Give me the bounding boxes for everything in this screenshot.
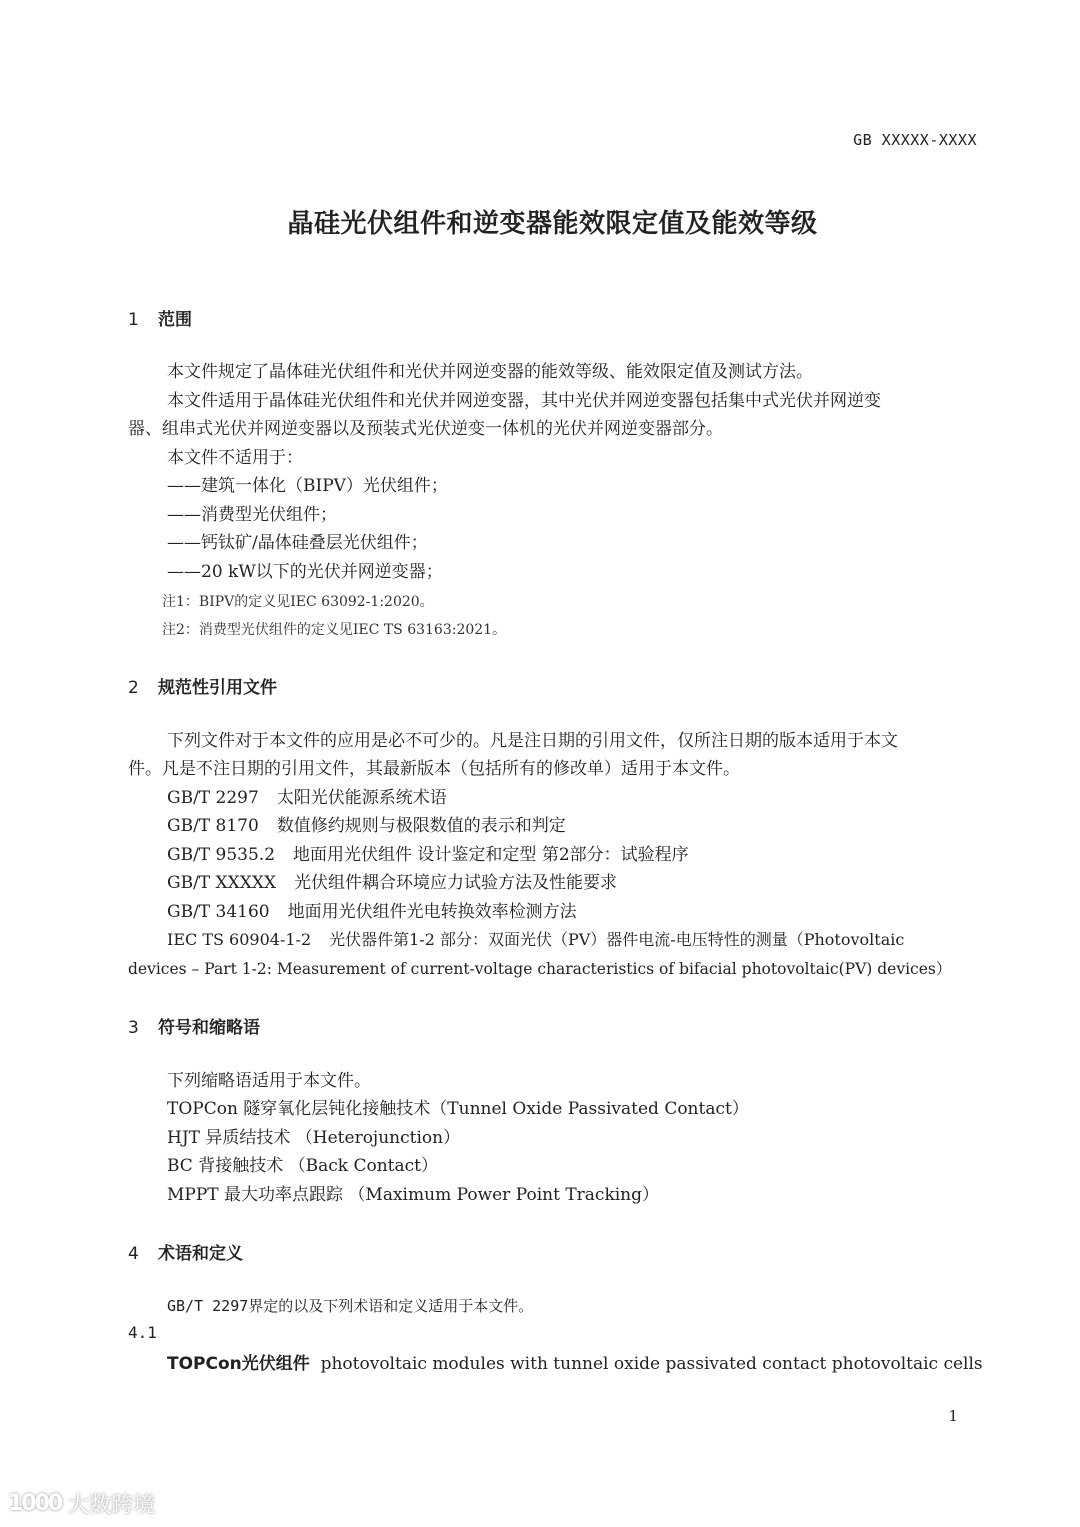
note: 注2：消费型光伏组件的定义见IEC TS 63163:2021。 <box>162 622 507 638</box>
reference-title: 光伏组件耦合环境应力试验方法及性能要求 <box>294 873 618 893</box>
exclusion-item: ——20 kW以下的光伏并网逆变器； <box>167 562 443 582</box>
section-1-heading <box>128 305 192 330</box>
watermark-text: 大数跨境 <box>67 1493 156 1518</box>
section-number: 4 <box>128 1244 139 1264</box>
section-number: 3 <box>128 1018 139 1038</box>
exclusion-item: ——消费型光伏组件； <box>167 505 337 525</box>
subsection-number: 4.1 <box>128 1323 157 1342</box>
paragraph: 本文件不适用于： <box>167 448 303 468</box>
section-number: 2 <box>128 678 139 698</box>
paragraph: GB/T 2297界定的以及下列术语和定义适用于本文件。 <box>167 1297 534 1315</box>
paragraph: 下列缩略语适用于本文件。 <box>167 1071 371 1091</box>
reference-code: GB/T 8170 <box>167 816 259 836</box>
paragraph: 本文件适用于晶体硅光伏组件和光伏并网逆变器，其中光伏并网逆变器包括集中式光伏并网逆变 <box>167 391 881 411</box>
reference-item <box>167 784 447 813</box>
reference-title: 地面用光伏组件光电转换效率检测方法 <box>287 902 577 922</box>
section-title: 范围 <box>158 310 192 330</box>
paragraph: 本文件规定了晶体硅光伏组件和光伏并网逆变器的能效等级、能效限定值及测试方法。 <box>167 362 813 382</box>
term-definition <box>167 1350 983 1379</box>
section-2-heading <box>128 673 277 698</box>
reference-continuation: devices – Part 1-2: Measurement of current-voltage characteristics of bifacial photovoltaic(PV) devices） <box>128 960 952 978</box>
reference-title: 光伏器件第1-2 部分：双面光伏（PV）器件电流-电压特性的测量（Photovoltaic <box>329 930 905 949</box>
paragraph: 件。凡是不注日期的引用文件，其最新版本（包括所有的修改单）适用于本文件。 <box>128 759 740 779</box>
exclusion-item: ——建筑一体化（BIPV）光伏组件； <box>167 476 448 496</box>
note: 注1：BIPV的定义见IEC 63092-1:2020。 <box>162 594 434 610</box>
reference-code: GB/T 2297 <box>167 788 259 808</box>
reference-item <box>167 926 904 955</box>
reference-code: GB/T 34160 <box>167 902 270 922</box>
reference-item <box>167 812 566 841</box>
reference-title: 地面用光伏组件 设计鉴定和定型 第2部分：试验程序 <box>293 845 689 865</box>
reference-title: 太阳光伏能源系统术语 <box>276 788 447 808</box>
watermark-logo-icon: 1000 <box>8 1491 62 1516</box>
section-3-heading <box>128 1013 260 1038</box>
document-title: 晶硅光伏组件和逆变器能效限定值及能效等级 <box>287 209 818 239</box>
section-title: 符号和缩略语 <box>158 1018 260 1038</box>
section-4-heading <box>128 1239 243 1264</box>
reference-code: IEC TS 60904-1-2 <box>167 930 312 949</box>
section-title: 术语和定义 <box>158 1244 243 1264</box>
watermark <box>8 1488 155 1519</box>
reference-item <box>167 898 577 927</box>
abbreviation-item: HJT 异质结技术 （Heterojunction） <box>167 1128 461 1148</box>
term-chinese: TOPCon光伏组件 <box>167 1354 310 1374</box>
reference-code: GB/T XXXXX <box>167 873 277 893</box>
reference-code: GB/T 9535.2 <box>167 845 276 865</box>
abbreviation-item: BC 背接触技术 （Back Contact） <box>167 1156 438 1176</box>
reference-item <box>167 869 617 898</box>
exclusion-item: ——钙钛矿/晶体硅叠层光伏组件； <box>167 533 428 553</box>
abbreviation-item: MPPT 最大功率点跟踪 （Maximum Power Point Tracking） <box>167 1185 660 1205</box>
section-number: 1 <box>128 310 139 330</box>
paragraph: 器、组串式光伏并网逆变器以及预装式光伏逆变一体机的光伏并网逆变器部分。 <box>128 419 723 439</box>
reference-title: 数值修约规则与极限数值的表示和判定 <box>276 816 566 836</box>
page-number: 1 <box>948 1407 958 1425</box>
standard-code: GB XXXXX-XXXX <box>853 131 977 149</box>
section-title: 规范性引用文件 <box>158 678 277 698</box>
abbreviation-item: TOPCon 隧穿氧化层钝化接触技术（Tunnel Oxide Passivated Contact） <box>167 1099 749 1119</box>
paragraph: 下列文件对于本文件的应用是必不可少的。凡是注日期的引用文件，仅所注日期的版本适用于本文 <box>167 731 898 751</box>
term-english: photovoltaic modules with tunnel oxide passivated contact photovoltaic cells <box>320 1354 983 1374</box>
reference-item <box>167 841 689 870</box>
